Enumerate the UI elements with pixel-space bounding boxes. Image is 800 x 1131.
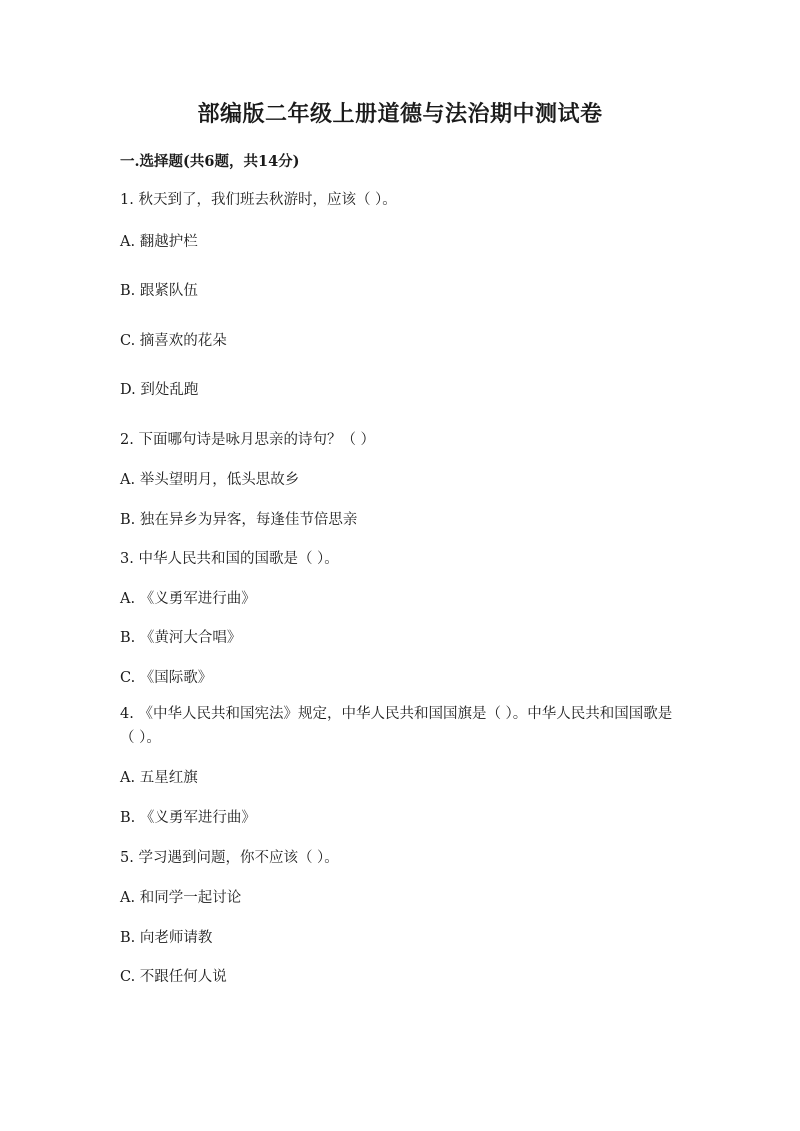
question-1-option-c: C. 摘喜欢的花朵 <box>120 333 227 349</box>
question-5-option-a: A. 和同学一起讨论 <box>120 890 242 906</box>
question-1-option-b: B. 跟紧队伍 <box>120 283 198 299</box>
question-3-option-c: C. 《国际歌》 <box>120 670 213 686</box>
question-5-stem: 5. 学习遇到问题，你不应该（ ）。 <box>120 850 339 866</box>
question-1-option-a: A. 翻越护栏 <box>120 234 198 250</box>
question-4-option-a: A. 五星红旗 <box>120 770 198 786</box>
question-2-option-b: B. 独在异乡为异客，每逢佳节倍思亲 <box>120 512 358 528</box>
question-3-option-a: A. 《义勇军进行曲》 <box>120 591 256 607</box>
question-1-stem: 1. 秋天到了，我们班去秋游时，应该（ ）。 <box>120 192 397 208</box>
section-heading: 一.选择题(共6题，共14分) <box>120 153 300 170</box>
question-3-option-b: B. 《黄河大合唱》 <box>120 630 242 646</box>
question-4-option-b: B. 《义勇军进行曲》 <box>120 810 256 826</box>
question-2-stem: 2. 下面哪句诗是咏月思亲的诗句？（ ） <box>120 432 376 448</box>
question-5-option-c: C. 不跟任何人说 <box>120 969 227 985</box>
question-1-option-d: D. 到处乱跑 <box>120 382 199 398</box>
question-3-stem: 3. 中华人民共和国的国歌是（ ）。 <box>120 551 339 567</box>
question-5-option-b: B. 向老师请教 <box>120 930 213 946</box>
question-4-stem: 4. 《中华人民共和国宪法》规定，中华人民共和国国旗是（ ）。中华人民共和国国歌是（ ）。 <box>120 706 673 746</box>
question-2-option-a: A. 举头望明月，低头思故乡 <box>120 472 300 488</box>
exam-title: 部编版二年级上册道德与法治期中测试卷 <box>197 101 603 127</box>
